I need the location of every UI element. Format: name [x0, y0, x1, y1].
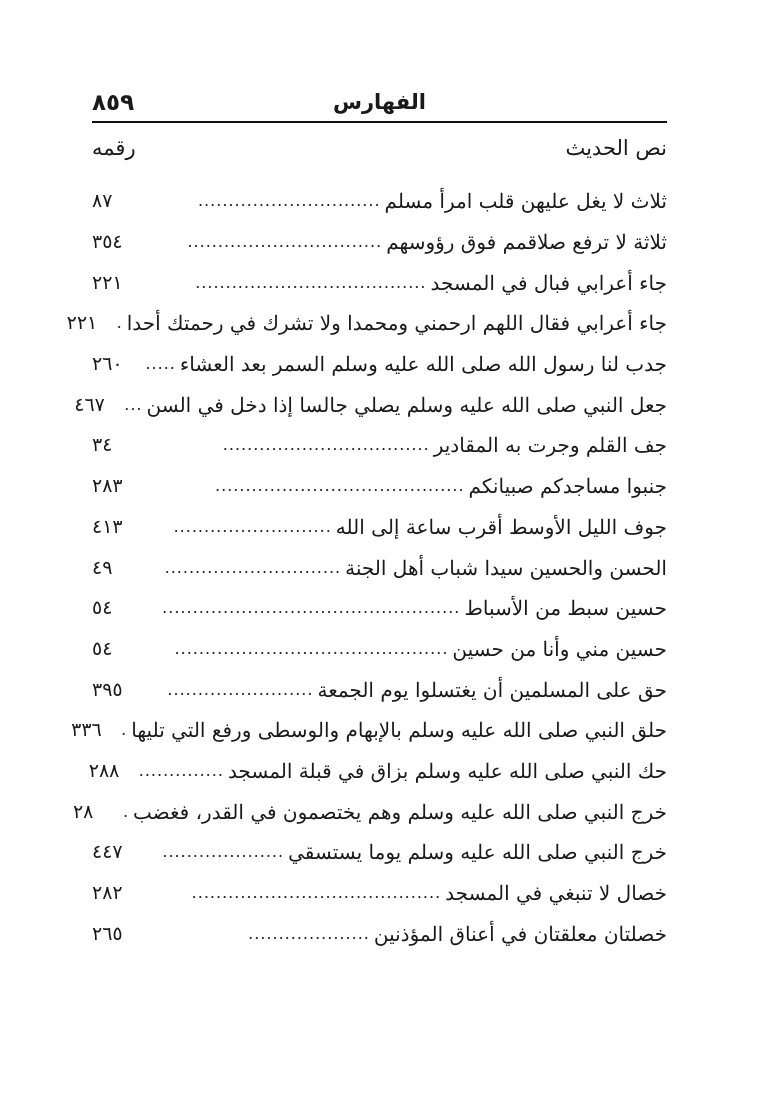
- hadith-number: ٢٨٣: [92, 475, 123, 498]
- hadith-number: ٣٥٤: [92, 231, 123, 254]
- hadith-text: جدب لنا رسول الله صلى الله عليه وسلم السمر بعد العشاء: [179, 352, 667, 377]
- hadith-text: جاء أعرابي فبال في المسجد: [430, 270, 667, 295]
- leader-dots: ........................: [167, 679, 314, 699]
- hadith-number: ٢٢١: [92, 271, 123, 294]
- hadith-text-column-label: نص الحديث: [565, 136, 667, 160]
- leader-dots: ..................................: [222, 435, 430, 455]
- leader-dots: .: [121, 720, 128, 740]
- leader-dots: ..............................: [197, 191, 381, 211]
- index-row: [92, 262, 667, 303]
- header-rule: [92, 121, 667, 123]
- leader-dots: .................................................: [162, 598, 461, 618]
- hadith-number: ٤٩: [92, 556, 113, 579]
- leader-dots: ...: [124, 394, 143, 414]
- page-number: ٨٥٩: [92, 90, 135, 116]
- hadith-number: ٢٦٥: [92, 922, 123, 945]
- leader-dots: ....................: [248, 923, 370, 943]
- leader-dots: .........................................: [215, 476, 465, 496]
- leader-dots: ................................: [187, 232, 383, 252]
- hadith-number: ٤١٣: [92, 515, 123, 538]
- hadith-number: ٣٩٥: [92, 678, 123, 701]
- leader-dots: .............................................: [174, 638, 449, 658]
- leader-dots: .........................................: [191, 883, 442, 903]
- hadith-number: ٢٨٨: [88, 759, 120, 782]
- hadith-text: جوف الليل الأوسط أقرب ساعة إلى الله: [335, 514, 667, 539]
- index-row: [92, 222, 667, 263]
- index-row: [92, 466, 667, 507]
- hadith-text: جاء أعرابي فقال اللهم ارحمني ومحمدا ولا تشرك في رحمتك أحدا: [126, 311, 667, 336]
- index-row: [92, 669, 667, 710]
- leader-dots: .............................: [164, 557, 342, 577]
- hadith-number: ٢٨٢: [92, 882, 123, 905]
- hadith-text: حلق النبي صلى الله عليه وسلم بالإبهام والوسطى ورفع التي تليها: [131, 718, 667, 743]
- index-row: [92, 629, 667, 670]
- index-row: [92, 588, 667, 629]
- hadith-text: حسين مني وأنا من حسين: [452, 636, 667, 661]
- index-row: [92, 507, 667, 548]
- hadith-text: جف القلم وجرت به المقادير: [433, 433, 667, 458]
- number-column-label: رقمه: [92, 136, 136, 160]
- hadith-number: ٢٢١: [66, 312, 98, 335]
- hadith-text: جنبوا مساجدكم صبيانكم: [468, 474, 667, 499]
- hadith-number: ٨٧: [92, 190, 113, 213]
- leader-dots: ....................: [162, 842, 285, 862]
- hadith-text: حق على المسلمين أن يغتسلوا يوم الجمعة: [317, 677, 667, 702]
- hadith-text: خرج النبي صلى الله عليه وسلم وهم يختصمون في القدر، فغضب: [133, 799, 667, 824]
- hadith-number: ٥٤: [92, 637, 113, 660]
- hadith-number: ٣٤: [92, 434, 113, 457]
- index-row: [88, 751, 667, 792]
- page-title: الفهارس: [332, 90, 426, 114]
- index-row: [92, 913, 667, 954]
- index-row: [72, 791, 667, 832]
- index-row: [92, 832, 667, 873]
- hadith-text: خرج النبي صلى الله عليه وسلم يوما يستسقي: [288, 840, 667, 865]
- leader-dots: ..........................: [173, 516, 332, 536]
- hadith-text: خصلتان معلقتان في أعناق المؤذنين: [373, 921, 667, 946]
- hadith-text: حك النبي صلى الله عليه وسلم بزاق في قبلة المسجد: [227, 758, 667, 783]
- hadith-number: ٤٦٧: [74, 393, 105, 416]
- hadith-text: ثلاثة لا ترفع صلاقمم فوق رؤوسهم: [386, 230, 667, 255]
- index-row: [92, 425, 667, 466]
- leader-dots: ......................................: [195, 272, 427, 292]
- column-header: [92, 136, 667, 170]
- hadith-text: خصال لا تنبغي في المسجد: [445, 881, 667, 906]
- leader-dots: .: [116, 313, 123, 333]
- leader-dots: .....: [145, 354, 176, 374]
- hadith-number: ٢٨: [72, 800, 94, 823]
- index-row: [71, 710, 667, 751]
- index-row: [92, 344, 667, 385]
- hadith-index-list: [66, 181, 667, 954]
- hadith-number: ٤٤٧: [92, 841, 123, 864]
- leader-dots: ..............: [138, 760, 224, 780]
- leader-dots: .: [122, 801, 130, 821]
- hadith-number: ٢٦٠: [92, 353, 123, 376]
- index-row: [66, 303, 667, 344]
- hadith-text: حسين سبط من الأسباط: [464, 596, 667, 621]
- hadith-text: جعل النبي صلى الله عليه وسلم يصلي جالسا إذا دخل في السن: [146, 392, 667, 417]
- hadith-number: ٣٣٦: [71, 719, 102, 742]
- hadith-text: ثلاث لا يغل عليهن قلب امرأ مسلم: [384, 189, 667, 214]
- index-row: [92, 181, 667, 222]
- page-header: [92, 88, 667, 120]
- index-row: [74, 384, 667, 425]
- hadith-text: الحسن والحسين سيدا شباب أهل الجنة: [345, 555, 667, 580]
- hadith-number: ٥٤: [92, 597, 113, 620]
- index-row: [92, 873, 667, 914]
- index-row: [92, 547, 667, 588]
